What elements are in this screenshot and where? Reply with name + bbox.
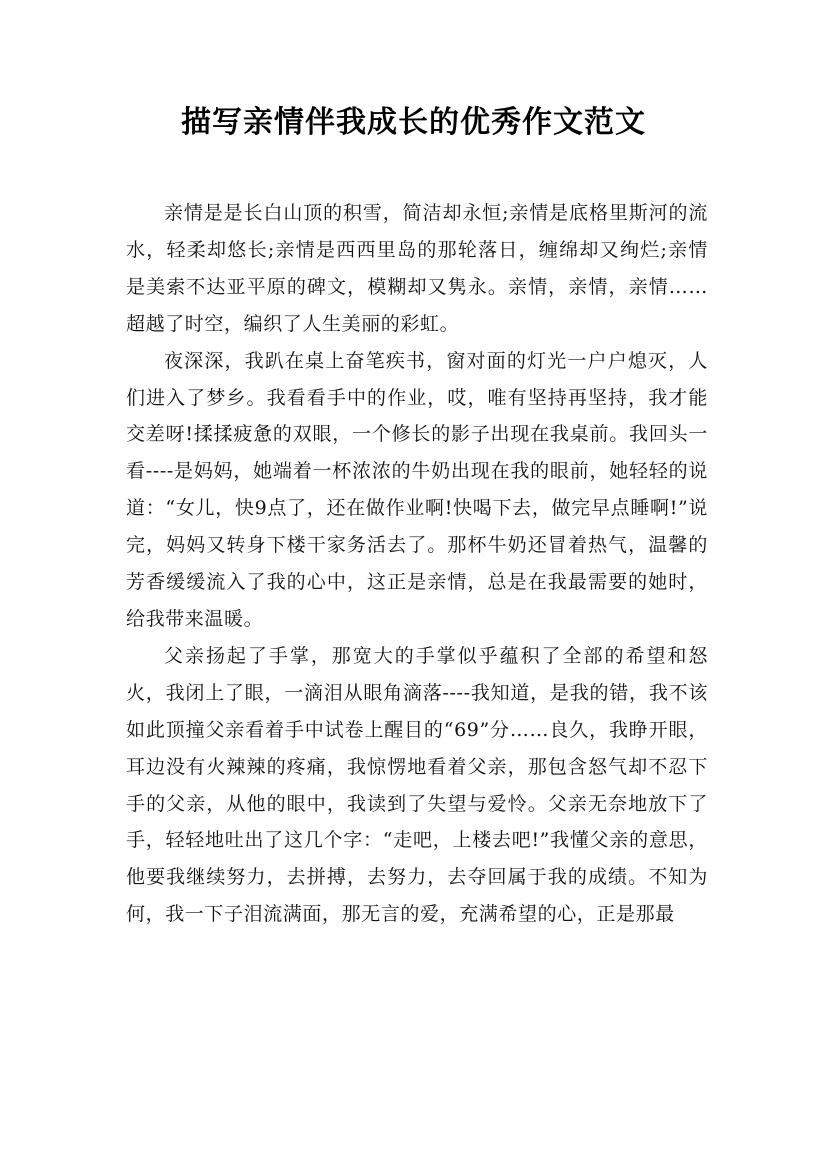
paragraph-2: 夜深深，我趴在桌上奋笔疾书，窗对面的灯光一户户熄灭，人们进入了梦乡。我看看手中的作业，哎，唯有坚持再坚持，我才能交差呀!揉揉疲惫的双眼，一个修长的影子出现在我桌前。我回头一看----是妈妈，她端着一杯浓浓的牛奶出现在我的眼前，她轻轻的说道：“女儿，快9点了，还在做作业啊!快喝下去，做完早点睡啊!”说完，妈妈又转身下楼干家务活去了。那杯牛奶还冒着热气，温馨的芳香缓缓流入了我的心中，这正是亲情，总是在我最需要的她时，给我带来温暖。	[126, 349, 708, 630]
document-body	[126, 195, 708, 933]
paragraph-3: 父亲扬起了手掌，那宽大的手掌似乎蕴积了全部的希望和怒火，我闭上了眼，一滴泪从眼角滴落----我知道，是我的错，我不该如此顶撞父亲看着手中试卷上醒目的“69”分……良久，我睁开眼，耳边没有火辣辣的疼痛，我惊愣地看着父亲，那包含怒气却不忍下手的父亲，从他的眼中，我读到了失望与爱怜。父亲无奈地放下了手，轻轻地吐出了这几个字：“走吧，上楼去吧!”我懂父亲的意思，他要我继续努力，去拼搏，去努力，去夺回属于我的成绩。不知为何，我一下子泪流满面，那无言的爱，充满希望的心，正是那最	[126, 644, 708, 926]
document-title: 描写亲情伴我成长的优秀作文范文	[181, 105, 646, 140]
paragraph-1: 亲情是是长白山顶的积雪，简洁却永恒;亲情是底格里斯河的流水，轻柔却悠长;亲情是西西里岛的那轮落日，缠绵却又绚烂;亲情是美索不达亚平原的碑文，模糊却又隽永。亲情，亲情，亲情……超越了时空，编织了人生美丽的彩虹。	[126, 202, 708, 335]
